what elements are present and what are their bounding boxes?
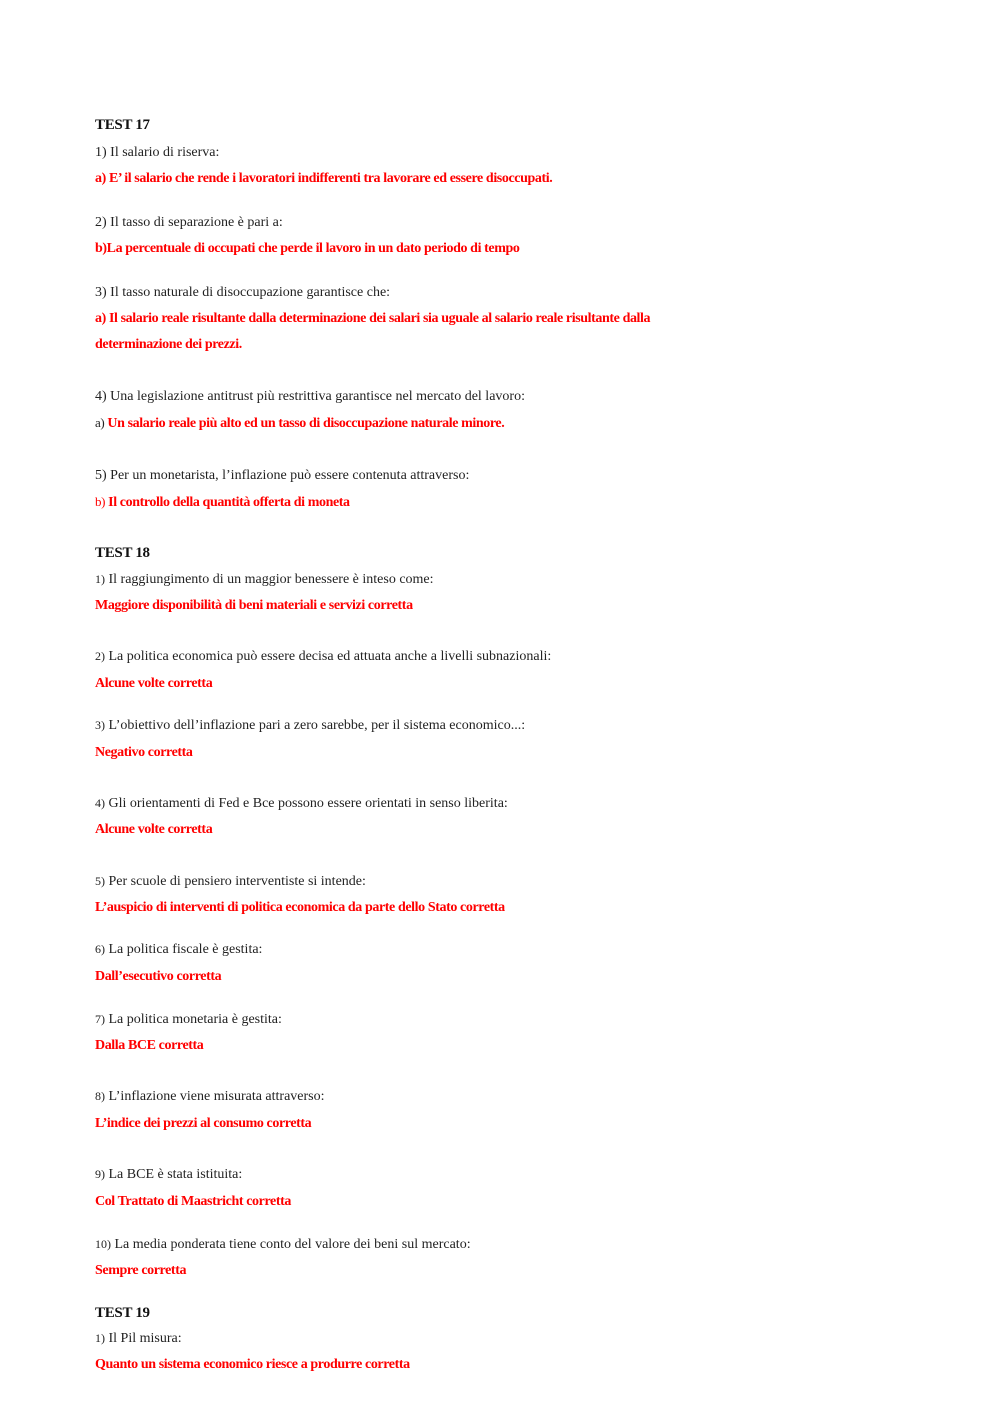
test18-answer-4: Alcune volte corretta	[95, 822, 213, 837]
test19-answer-1: Quanto un sistema economico riesce a produrre corretta	[95, 1357, 410, 1372]
test18-question-7	[95, 1012, 282, 1028]
question-number: 4)	[95, 796, 105, 810]
answer-prefix: a)	[95, 415, 105, 430]
test17-answer-4	[95, 415, 504, 432]
test18-answer-8: L’indice dei prezzi al consumo corretta	[95, 1116, 312, 1131]
test17-answer-3-line1: a) Il salario reale risultante dalla determinazione dei salari sia uguale al salario reale risultante dalla	[95, 311, 651, 326]
answer-text: Il controllo della quantità offerta di moneta	[108, 495, 350, 510]
question-number: 3)	[95, 718, 105, 732]
test18-question-1	[95, 572, 434, 588]
test18-answer-7: Dalla BCE corretta	[95, 1038, 204, 1053]
question-number: 6)	[95, 942, 105, 956]
test17-question-2: 2) Il tasso di separazione è pari a:	[95, 215, 283, 230]
test19-heading: TEST 19	[95, 1305, 150, 1321]
test17-answer-5	[95, 494, 350, 511]
test18-question-2	[95, 649, 551, 665]
question-text: Per scuole di pensiero interventiste si intende:	[108, 874, 366, 889]
test18-answer-10: Sempre corretta	[95, 1263, 187, 1278]
question-number: 9)	[95, 1167, 105, 1181]
question-number: 8)	[95, 1089, 105, 1103]
question-text: La politica monetaria è gestita:	[108, 1012, 282, 1027]
question-number: 10)	[95, 1237, 111, 1251]
test18-answer-3: Negativo corretta	[95, 745, 193, 760]
question-text: La BCE è stata istituita:	[108, 1167, 243, 1182]
test18-question-9	[95, 1167, 242, 1183]
test17-question-3: 3) Il tasso naturale di disoccupazione garantisce che:	[95, 285, 391, 300]
test17-answer-3-line2: determinazione dei prezzi.	[95, 337, 242, 352]
test18-question-4	[95, 796, 508, 812]
test17-answer-1: a) E’ il salario che rende i lavoratori indifferenti tra lavorare ed essere disoccupati.	[95, 171, 553, 186]
answer-prefix: b)	[95, 494, 106, 509]
test18-answer-1: Maggiore disponibilità di beni materiali e servizi corretta	[95, 598, 413, 613]
test18-question-8	[95, 1089, 325, 1105]
question-text: L’obiettivo dell’inflazione pari a zero sarebbe, per il sistema economico...:	[108, 718, 526, 733]
question-number: 7)	[95, 1012, 105, 1026]
question-text: Il Pil misura:	[108, 1331, 182, 1346]
test17-heading: TEST 17	[95, 117, 150, 133]
question-text: L’inflazione viene misurata attraverso:	[108, 1089, 325, 1104]
question-text: La politica fiscale è gestita:	[108, 942, 263, 957]
question-text: La politica economica può essere decisa ed attuata anche a livelli subnazionali:	[108, 649, 552, 664]
test17-answer-2: b)La percentuale di occupati che perde il lavoro in un dato periodo di tempo	[95, 241, 520, 256]
test18-answer-2: Alcune volte corretta	[95, 676, 213, 691]
test17-question-4: 4) Una legislazione antitrust più restrittiva garantisce nel mercato del lavoro:	[95, 389, 525, 404]
test18-answer-9: Col Trattato di Maastricht corretta	[95, 1194, 291, 1209]
test18-heading: TEST 18	[95, 545, 150, 561]
question-number: 1)	[95, 1331, 105, 1345]
question-text: Il raggiungimento di un maggior benessere è inteso come:	[108, 572, 434, 587]
test18-answer-6: Dall’esecutivo corretta	[95, 969, 222, 984]
question-number: 1)	[95, 572, 105, 586]
test19-question-1	[95, 1331, 182, 1347]
test18-question-5	[95, 874, 366, 890]
test17-question-1: 1) Il salario di riserva:	[95, 145, 220, 160]
question-text: La media ponderata tiene conto del valore dei beni sul mercato:	[114, 1237, 471, 1252]
question-number: 5)	[95, 874, 105, 888]
test18-question-10	[95, 1237, 471, 1253]
test18-question-6	[95, 942, 262, 958]
test18-answer-5: L’auspicio di interventi di politica economica da parte dello Stato corretta	[95, 900, 505, 915]
question-text: Gli orientamenti di Fed e Bce possono essere orientati in senso liberita:	[108, 796, 508, 811]
answer-text: Un salario reale più alto ed un tasso di disoccupazione naturale minore.	[107, 416, 505, 431]
test17-question-5: 5) Per un monetarista, l’inflazione può essere contenuta attraverso:	[95, 468, 470, 483]
test18-question-3	[95, 718, 525, 734]
question-number: 2)	[95, 649, 105, 663]
